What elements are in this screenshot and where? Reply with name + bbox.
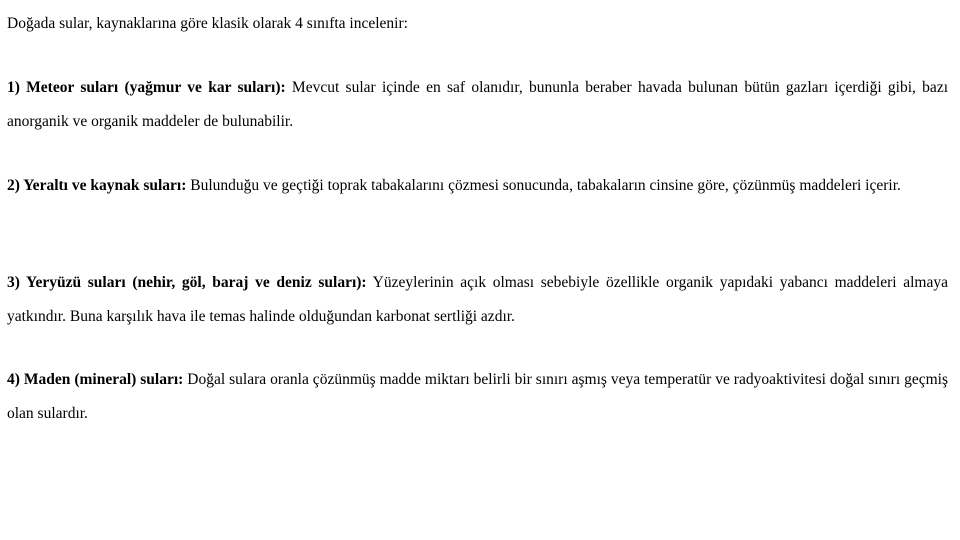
- item-text: Doğal sulara oranla çözünmüş madde miktarı belirli bir sınırı aşmış veya temperatür ve radyoaktivitesi doğal sınırı geçmiş olan sulardır.: [7, 371, 948, 422]
- item-heading: 1) Meteor suları (yağmur ve kar suları):: [7, 79, 286, 96]
- item-heading: 3) Yeryüzü suları (nehir, göl, baraj ve deniz suları):: [7, 274, 367, 291]
- water-type-item: [7, 71, 948, 139]
- item-heading: 2) Yeraltı ve kaynak suları:: [7, 177, 187, 194]
- water-type-item: [7, 266, 948, 334]
- item-text: Yüzeylerinin açık olması sebebiyle özellikle organik yapıdaki yabancı maddeleri almaya yatkındır. Buna karşılık hava ile temas halinde olduğundan karbonat sertliği azdır.: [7, 274, 948, 325]
- item-heading: 4) Maden (mineral) suları:: [7, 371, 184, 388]
- water-type-item: [7, 363, 948, 431]
- item-text: Bulunduğu ve geçtiği toprak tabakalarını çözmesi sonucunda, tabakaların cinsine göre, çözünmüş maddeleri içerir.: [186, 177, 901, 194]
- document-page: [7, 0, 948, 540]
- water-type-item: [7, 169, 948, 203]
- item-text: Mevcut sular içinde en saf olanıdır, bununla beraber havada bulunan bütün gazları içerdiği gibi, bazı anorganik ve organik maddeler de bulunabilir.: [7, 79, 948, 130]
- intro-text: Doğada sular, kaynaklarına göre klasik olarak 4 sınıfta incelenir:: [7, 15, 408, 32]
